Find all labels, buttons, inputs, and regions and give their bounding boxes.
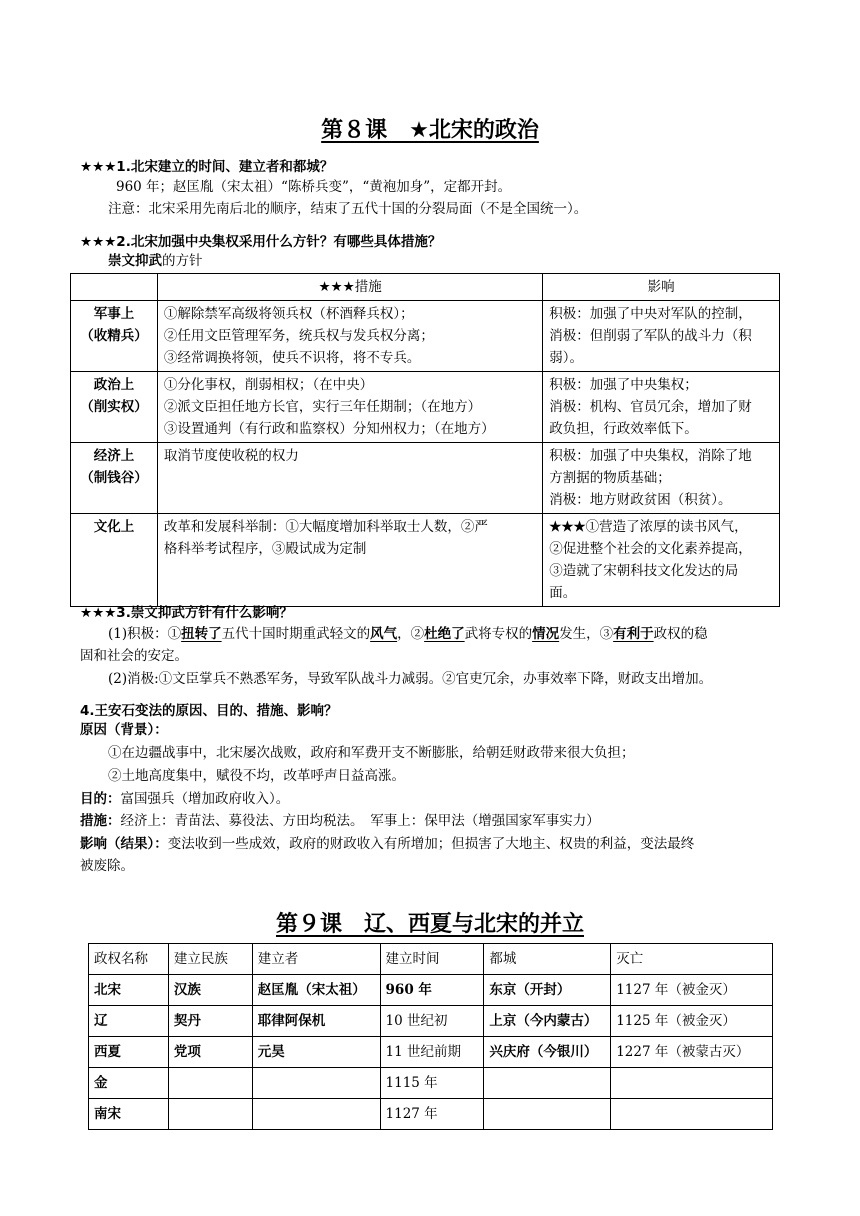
impact-item: 方割据的物质基础； xyxy=(549,470,671,486)
table-cell: 1127 年（被金灭） xyxy=(611,975,773,1006)
table-header-row xyxy=(71,274,780,301)
measure-item: ②任用文臣管理军务，统兵权与发兵权分离； xyxy=(163,328,434,344)
measure-item: ③经常调换将领，使兵不识将，将不专兵。 xyxy=(163,350,421,366)
goal-line xyxy=(80,788,289,810)
q1-heading: ★★★1.北宋建立的时间、建立者和都城？ xyxy=(80,159,334,175)
q2-policy xyxy=(108,250,203,272)
q3-heading: ★★★3.崇文抑武方针有什么影响？ xyxy=(80,605,293,621)
keyword: 杜绝了 xyxy=(424,626,465,642)
table-cell: 南宋 xyxy=(89,1099,169,1130)
category-sub: （收精兵） xyxy=(80,328,148,344)
category-label: 经济上 xyxy=(93,448,135,464)
q1-answer: 960 年；赵匡胤（宋太祖）“陈桥兵变”，“黄袍加身”，定都开封。 xyxy=(116,179,512,195)
row-impact xyxy=(543,443,780,514)
row-impact xyxy=(543,301,780,372)
impact-item: 积极：加强了中央集权，消除了地 xyxy=(549,448,752,464)
lesson9-title: 第９课 辽、西夏与北宋的并立 xyxy=(275,912,584,937)
table-cell: 10 世纪初 xyxy=(380,1006,484,1037)
impact-item: 消极：地方财政贫困（积贫）。 xyxy=(549,492,732,508)
table-cell: 兴庆府（今银川） xyxy=(484,1037,611,1068)
regimes-table xyxy=(88,943,773,1130)
table-row xyxy=(89,975,773,1006)
header-cell: 建立民族 xyxy=(168,944,252,975)
header-cell: 政权名称 xyxy=(89,944,169,975)
table-cell: 西夏 xyxy=(89,1037,169,1068)
q4-heading: 4.王安石变法的原因、目的、措施、影响？ xyxy=(80,703,338,719)
table-cell: 1227 年（被蒙古灭） xyxy=(611,1037,773,1068)
q3-negative: (2)消极:①文臣掌兵不熟悉军务，导致军队战斗力减弱。②官吏冗余，办事效率下降，财政支出增加。 xyxy=(108,671,713,687)
category-label: 文化上 xyxy=(93,519,135,535)
table-cell: 北宋 xyxy=(89,975,169,1006)
measure-item: ②派文臣担任地方长官，实行三年任期制；（在地方） xyxy=(163,399,482,415)
table-row xyxy=(89,1099,773,1130)
measure-item: ①分化事权，削弱相权；（在中央） xyxy=(163,377,374,393)
category-label: 军事上 xyxy=(93,306,135,322)
text-span: (1)积极：① xyxy=(108,626,182,642)
table-cell: 东京（开封） xyxy=(484,975,611,1006)
measures-table xyxy=(70,273,780,607)
q2-heading: ★★★2.北宋加强中央集权采用什么方针？有哪些具体措施？ xyxy=(80,234,442,250)
lesson8-title: 第８课 ★北宋的政治 xyxy=(321,118,539,143)
impact-item: 消极：但削弱了军队的战斗力（积 xyxy=(549,328,752,344)
impact-item: ③造就了宋朝科技文化发达的局 xyxy=(549,563,739,579)
keyword: 扭转了 xyxy=(181,626,222,642)
header-cell: 建立者 xyxy=(252,944,380,975)
keyword: 风气 xyxy=(370,626,398,642)
cause-item: ①在边疆战事中，北宋屡次战败，政府和军费开支不断膨胀，给朝廷财政带来很大负担； xyxy=(108,745,635,761)
table-row xyxy=(89,1006,773,1037)
q3-positive-cont: 固和社会的安定。 xyxy=(80,648,188,664)
cause-label: 原因（背景）： xyxy=(80,722,168,738)
category-label: 政治上 xyxy=(93,377,135,393)
header-cell: 建立时间 xyxy=(380,944,484,975)
table-cell: 契丹 xyxy=(168,1006,252,1037)
text-span: ，② xyxy=(397,626,425,642)
impact-item: 面。 xyxy=(549,585,577,601)
table-cell xyxy=(611,1068,773,1099)
table-cell xyxy=(484,1099,611,1130)
measure-item: 取消节度使收税的权力 xyxy=(163,448,299,464)
text-span: 五代十国时期重武轻文的 xyxy=(221,626,371,642)
text-span: 政权的稳 xyxy=(653,626,708,642)
measure-item: ③设置通判（有行政和监察权）分知州权力；（在地方） xyxy=(163,421,495,437)
goal-label: 目的： xyxy=(80,791,121,807)
policy-word: 崇文抑武 xyxy=(108,253,162,269)
table-row xyxy=(71,443,780,514)
impact-item: 弱）。 xyxy=(549,350,584,366)
table-cell: 1127 年 xyxy=(380,1099,484,1130)
table-cell: 上京（今内蒙古） xyxy=(484,1006,611,1037)
policy-suffix: 的方针 xyxy=(162,253,203,269)
row-impact xyxy=(543,514,780,607)
row-category xyxy=(71,443,158,514)
impact-item: 积极：加强了中央对军队的控制， xyxy=(549,306,752,322)
text-span: 发生，③ xyxy=(559,626,614,642)
header-cell: 灭亡 xyxy=(611,944,773,975)
table-row xyxy=(71,514,780,607)
header-impact: 影响 xyxy=(543,274,780,301)
impact-item: 积极：加强了中央集权； xyxy=(549,377,698,393)
table-cell xyxy=(252,1099,380,1130)
table-cell: 耶律阿保机 xyxy=(252,1006,380,1037)
keyword: 情况 xyxy=(532,626,560,642)
row-measures xyxy=(157,301,542,372)
category-sub: （制钱谷） xyxy=(80,470,148,486)
table-header-row xyxy=(89,944,773,975)
table-cell: 党项 xyxy=(168,1037,252,1068)
table-cell: 汉族 xyxy=(168,975,252,1006)
category-sub: （削实权） xyxy=(80,399,148,415)
row-impact xyxy=(543,372,780,443)
q3-positive xyxy=(108,623,708,645)
header-cell: 都城 xyxy=(484,944,611,975)
measure-item: 格科举考试程序，③殿试成为定制 xyxy=(163,541,367,557)
header-empty xyxy=(71,274,158,301)
table-cell: 1125 年（被金灭） xyxy=(611,1006,773,1037)
table-cell xyxy=(484,1068,611,1099)
header-measures: ★★★措施 xyxy=(157,274,542,301)
measure-label: 措施： xyxy=(80,813,121,829)
impact-item: ①营造了浓厚的读书风气， xyxy=(585,519,748,535)
impact-item: ②促进整个社会的文化素养提高， xyxy=(549,541,752,557)
table-cell: 元昊 xyxy=(252,1037,380,1068)
table-cell xyxy=(611,1099,773,1130)
row-measures xyxy=(157,443,542,514)
impact-label: 影响（结果）： xyxy=(80,836,168,852)
table-cell: 1115 年 xyxy=(380,1068,484,1099)
measure-item: 改革和发展科举制：①大幅度增加科举取士人数，②严 xyxy=(163,519,488,535)
table-row xyxy=(89,1068,773,1099)
measure-text: 经济上：青苗法、募役法、方田均税法。 军事上：保甲法（增强国家军事实力） xyxy=(120,813,600,829)
cause-item: ②土地高度集中，赋役不均，改革呼声日益高涨。 xyxy=(108,768,405,784)
table-cell: 赵匡胤（宋太祖） xyxy=(252,975,380,1006)
impact-line xyxy=(80,833,694,855)
row-category xyxy=(71,514,158,607)
row-measures xyxy=(157,372,542,443)
measure-line xyxy=(80,810,600,832)
row-measures xyxy=(157,514,542,607)
measure-item: ①解除禁军高级将领兵权（杯酒释兵权）； xyxy=(163,306,414,322)
q1-note: 注意：北宋采用先南后北的顺序，结束了五代十国的分裂局面（不是全国统一）。 xyxy=(108,201,588,217)
text-span: 武将专权的 xyxy=(464,626,533,642)
impact-text: 变法收到一些成效，政府的财政收入有所增加；但损害了大地主、权贵的利益，变法最终 xyxy=(167,836,695,852)
table-cell: 960 年 xyxy=(380,975,484,1006)
row-category xyxy=(71,372,158,443)
table-row xyxy=(89,1037,773,1068)
table-cell xyxy=(168,1068,252,1099)
table-cell: 金 xyxy=(89,1068,169,1099)
table-cell xyxy=(252,1068,380,1099)
keyword: 有利于 xyxy=(613,626,654,642)
table-cell: 辽 xyxy=(89,1006,169,1037)
goal-text: 富国强兵（增加政府收入）。 xyxy=(120,791,290,807)
table-row xyxy=(71,301,780,372)
table-row xyxy=(71,372,780,443)
impact-cont: 被废除。 xyxy=(80,858,134,874)
impact-item: 消极：机构、官员冗余，增加了财 xyxy=(549,399,752,415)
table-cell: 11 世纪前期 xyxy=(380,1037,484,1068)
table-cell xyxy=(168,1099,252,1130)
impact-stars: ★★★ xyxy=(549,519,586,535)
row-category xyxy=(71,301,158,372)
impact-item: 政负担，行政效率低下。 xyxy=(549,421,698,437)
